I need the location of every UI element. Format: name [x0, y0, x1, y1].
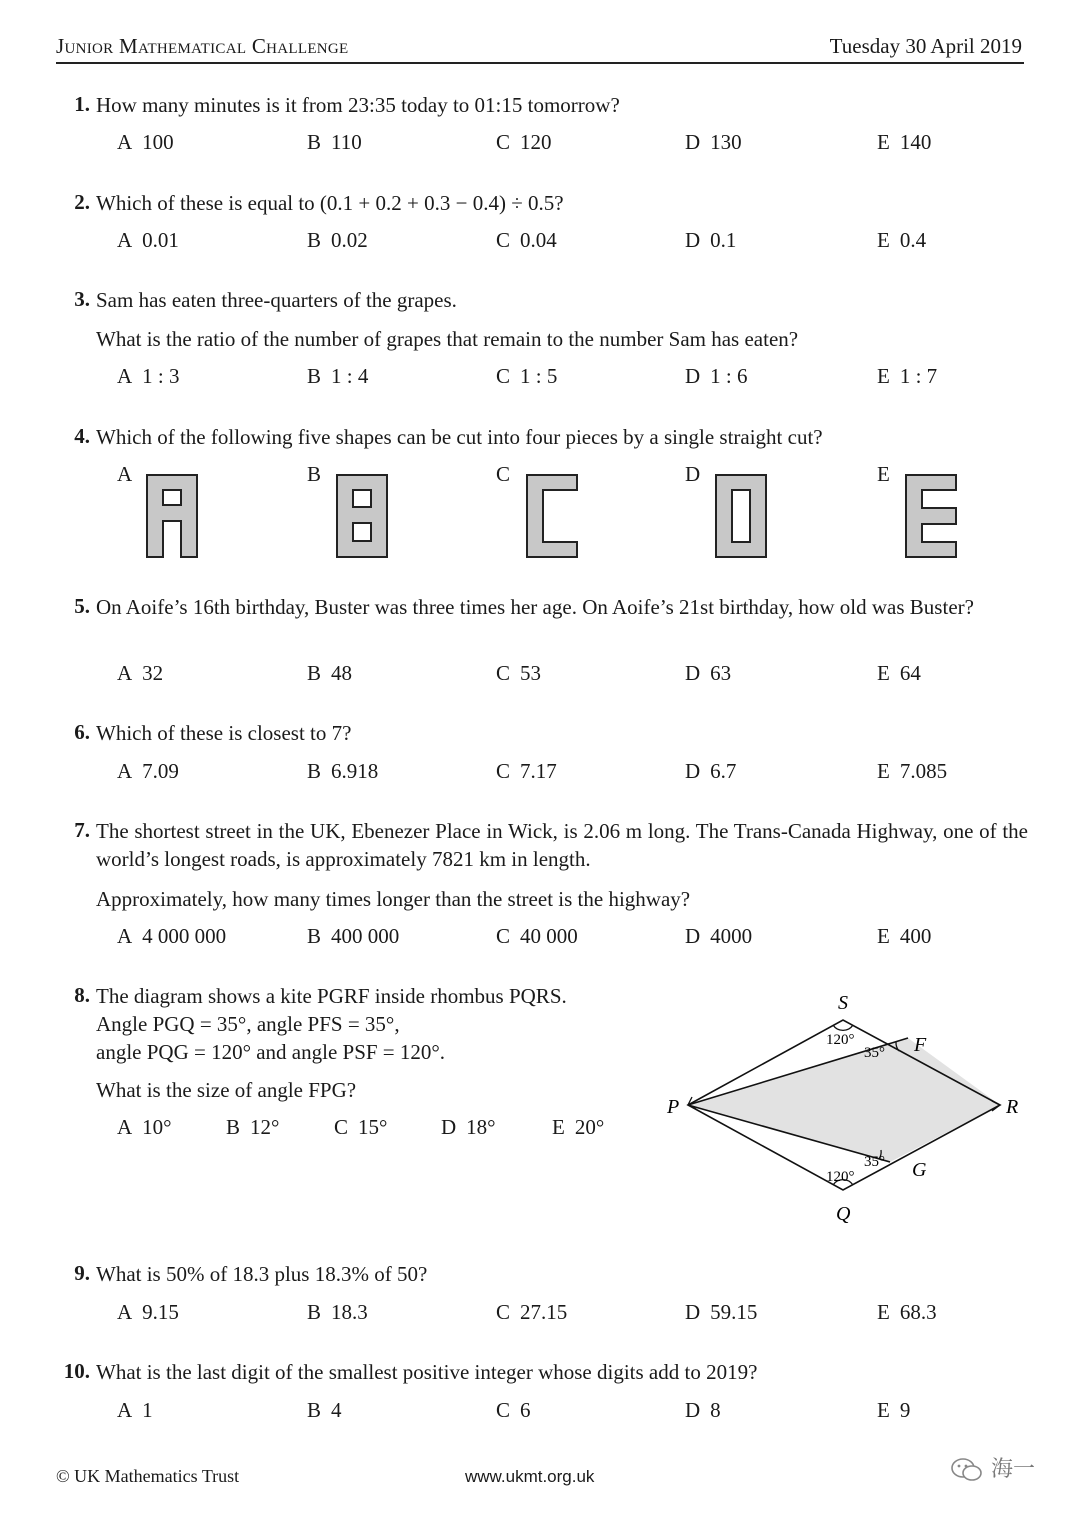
option-e: E — [877, 462, 890, 486]
option-a: A 32 — [117, 661, 164, 685]
option-c: C 40 000 — [496, 924, 578, 948]
option-e: E 140 — [877, 130, 932, 154]
angle-s-label: 120° — [826, 1032, 855, 1048]
option-e: E 68.3 — [877, 1300, 937, 1324]
option-a: A 9.15 — [117, 1300, 179, 1324]
question-text: What is the ratio of the number of grapes that remain to the number Sam has eaten? — [96, 327, 799, 351]
option-d: D 6.7 — [685, 759, 737, 783]
header-title: Junior Mathematical Challenge — [56, 34, 349, 58]
question-number: 7. — [74, 818, 90, 842]
question-number: 4. — [74, 424, 90, 448]
option-d: D 8 — [685, 1398, 721, 1422]
option-e: E 64 — [877, 661, 921, 685]
question-number: 5. — [74, 594, 90, 618]
option-c: C 15° — [334, 1115, 388, 1139]
question-text: Angle PGQ = 35°, angle PFS = 35°, — [96, 1012, 400, 1036]
option-b: B 6.918 — [307, 759, 379, 783]
header-date: Tuesday 30 April 2019 — [829, 34, 1022, 58]
angle-q-label: 120° — [826, 1169, 855, 1185]
question-number: 8. — [74, 983, 90, 1007]
option-c: C 7.17 — [496, 759, 557, 783]
kite-fill — [688, 1038, 1000, 1162]
option-b: B 0.02 — [307, 228, 368, 252]
option-a: A 1 — [117, 1398, 153, 1422]
footer-url[interactable]: www.ukmt.org.uk — [465, 1467, 595, 1486]
option-a: A 0.01 — [117, 228, 179, 252]
option-c: C 27.15 — [496, 1300, 568, 1324]
option-c: C — [496, 462, 511, 486]
option-b: B 48 — [307, 661, 353, 685]
option-b: B 12° — [226, 1115, 280, 1139]
option-d: D 59.15 — [685, 1300, 758, 1324]
rhombus-kite-diagram — [655, 985, 1035, 1230]
question-text: angle PQG = 120° and angle PSF = 120°. — [96, 1040, 446, 1064]
shape-b — [335, 473, 389, 559]
wechat-icon — [950, 1457, 984, 1483]
angle-f-label: 35° — [864, 1045, 885, 1061]
option-b: B 4 — [307, 1398, 342, 1422]
option-b: B 110 — [307, 130, 362, 154]
question-text: Sam has eaten three-quarters of the grapes. — [96, 288, 457, 312]
question-number: 10. — [63, 1359, 90, 1383]
option-d: D 18° — [441, 1115, 496, 1139]
option-d: D — [685, 462, 701, 486]
question-number: 2. — [74, 190, 90, 214]
header-rule — [56, 62, 1024, 64]
option-d: D 130 — [685, 130, 742, 154]
footer-copyright: © UK Mathematics Trust — [56, 1466, 240, 1486]
question-text: What is 50% of 18.3 plus 18.3% of 50? — [96, 1262, 428, 1286]
shape-e — [904, 473, 958, 559]
option-e: E 20° — [552, 1115, 605, 1139]
option-a: A 1 : 3 — [117, 364, 180, 388]
option-a: A 100 — [117, 130, 174, 154]
shape-d — [714, 473, 768, 559]
question-text: Which of these is closest to 7? — [96, 721, 352, 745]
option-d: D 1 : 6 — [685, 364, 748, 388]
label-r: R — [1006, 1096, 1019, 1118]
angle-g-label: 35° — [864, 1154, 885, 1170]
question-text: How many minutes is it from 23:35 today to 01:15 tomorrow? — [96, 93, 620, 117]
option-a: A 7.09 — [117, 759, 179, 783]
option-b: B 400 000 — [307, 924, 400, 948]
question-text: On Aoife’s 16th birthday, Buster was three times her age. On Aoife’s 21st birthday, how old was Buster? — [96, 595, 974, 619]
option-e: E 400 — [877, 924, 932, 948]
label-q: Q — [836, 1203, 851, 1225]
option-d: D 0.1 — [685, 228, 737, 252]
label-s: S — [838, 992, 848, 1014]
option-b: B — [307, 462, 322, 486]
shape-c — [525, 473, 579, 559]
option-b: B 18.3 — [307, 1300, 368, 1324]
watermark — [950, 1452, 1035, 1483]
question-number: 1. — [74, 92, 90, 116]
option-e: E 0.4 — [877, 228, 927, 252]
angle-arc-s — [833, 1025, 853, 1030]
option-c: C 1 : 5 — [496, 364, 558, 388]
option-c: C 120 — [496, 130, 552, 154]
question-number: 3. — [74, 287, 90, 311]
label-p: P — [667, 1096, 680, 1118]
question-text: Which of these is equal to (0.1 + 0.2 + 0.3 − 0.4) ÷ 0.5? — [96, 191, 564, 215]
option-e: E 9 — [877, 1398, 911, 1422]
question-text: What is the size of angle FPG? — [96, 1078, 357, 1102]
option-c: C 6 — [496, 1398, 531, 1422]
question-text: What is the last digit of the smallest positive integer whose digits add to 2019? — [96, 1360, 758, 1384]
option-a: A 4 000 000 — [117, 924, 227, 948]
question-text: Approximately, how many times longer than the street is the highway? — [96, 887, 691, 911]
option-d: D 4000 — [685, 924, 753, 948]
question-text: The diagram shows a kite PGRF inside rhombus PQRS. — [96, 984, 567, 1008]
option-a: A 10° — [117, 1115, 172, 1139]
option-a: A — [117, 462, 133, 486]
question-text: Which of the following five shapes can be cut into four pieces by a single straight cut? — [96, 425, 823, 449]
label-f: F — [914, 1034, 927, 1056]
question-text: The shortest street in the UK, Ebenezer Place in Wick, is 2.06 m long. The Trans-Canada Highway, one of the world’s longest roads, is approximately 7821 km in length. — [96, 819, 1028, 871]
option-e: E 1 : 7 — [877, 364, 938, 388]
option-c: C 53 — [496, 661, 542, 685]
question-number: 6. — [74, 720, 90, 744]
label-g: G — [912, 1159, 927, 1181]
option-e: E 7.085 — [877, 759, 948, 783]
option-c: C 0.04 — [496, 228, 557, 252]
option-b: B 1 : 4 — [307, 364, 369, 388]
option-d: D 63 — [685, 661, 732, 685]
shape-a — [145, 473, 199, 559]
question-number: 9. — [74, 1261, 90, 1285]
watermark-text: 海一 — [991, 1457, 1036, 1482]
